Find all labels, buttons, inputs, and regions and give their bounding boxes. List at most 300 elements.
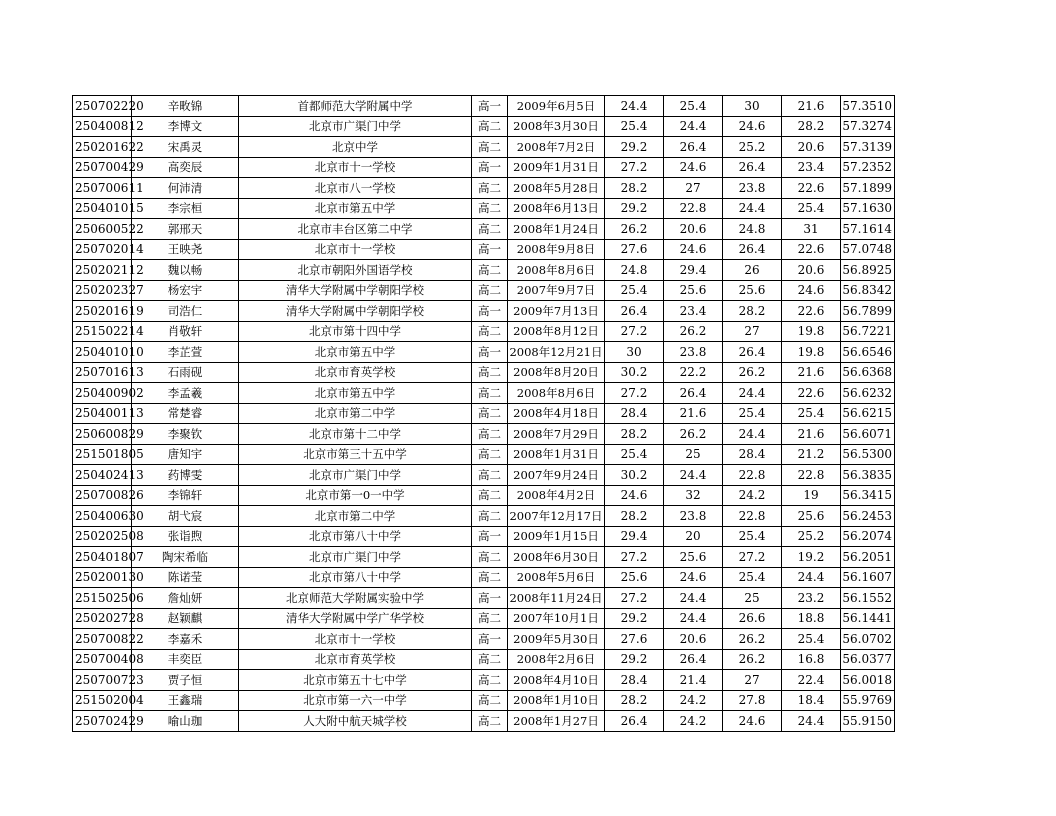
score-3-cell: 26.2: [723, 649, 782, 670]
student-name-cell: 高奕辰: [132, 157, 239, 178]
student-name-cell: 王映尧: [132, 239, 239, 260]
score-2-cell: 29.4: [664, 260, 723, 281]
exam-id-cell: 250400113: [73, 403, 132, 424]
table-row: [73, 383, 895, 404]
score-2-cell: 24.4: [664, 465, 723, 486]
school-name-cell: 北京师范大学附属实验中学: [239, 588, 472, 609]
score-3-cell: 30: [723, 96, 782, 117]
birth-date-cell: 2008年5月28日: [508, 178, 605, 199]
grade-cell: 高二: [472, 444, 508, 465]
student-name-cell: 喻山珈: [132, 711, 239, 732]
student-name-cell: 唐知宇: [132, 444, 239, 465]
school-name-cell: 人大附中航天城学校: [239, 711, 472, 732]
student-name-cell: 药博雯: [132, 465, 239, 486]
grade-cell: 高二: [472, 567, 508, 588]
birth-date-cell: 2007年9月7日: [508, 280, 605, 301]
birth-date-cell: 2009年7月13日: [508, 301, 605, 322]
student-name-cell: 司浩仁: [132, 301, 239, 322]
student-name-cell: 李嘉禾: [132, 629, 239, 650]
table-row: [73, 506, 895, 527]
score-1-cell: 25.4: [605, 444, 664, 465]
score-4-cell: 19.8: [782, 321, 841, 342]
score-3-cell: 23.8: [723, 178, 782, 199]
total-score-cell: 55.9150: [841, 711, 895, 732]
score-4-cell: 25.4: [782, 403, 841, 424]
score-3-cell: 26.4: [723, 342, 782, 363]
score-4-cell: 22.4: [782, 670, 841, 691]
school-name-cell: 北京市第八十中学: [239, 567, 472, 588]
exam-id-cell: 250700611: [73, 178, 132, 199]
score-1-cell: 28.4: [605, 403, 664, 424]
birth-date-cell: 2009年5月30日: [508, 629, 605, 650]
grade-cell: 高二: [472, 465, 508, 486]
birth-date-cell: 2007年12月17日: [508, 506, 605, 527]
score-3-cell: 24.4: [723, 424, 782, 445]
total-score-cell: 57.1614: [841, 219, 895, 240]
grade-cell: 高一: [472, 239, 508, 260]
score-2-cell: 24.2: [664, 711, 723, 732]
birth-date-cell: 2008年3月30日: [508, 116, 605, 137]
exam-id-cell: 250400812: [73, 116, 132, 137]
grade-cell: 高一: [472, 301, 508, 322]
score-2-cell: 21.4: [664, 670, 723, 691]
score-2-cell: 27: [664, 178, 723, 199]
score-4-cell: 22.6: [782, 383, 841, 404]
school-name-cell: 北京市第十二中学: [239, 424, 472, 445]
exam-id-cell: 250600829: [73, 424, 132, 445]
score-1-cell: 27.6: [605, 629, 664, 650]
score-4-cell: 16.8: [782, 649, 841, 670]
score-3-cell: 24.6: [723, 116, 782, 137]
table-row: [73, 198, 895, 219]
total-score-cell: 56.2453: [841, 506, 895, 527]
birth-date-cell: 2009年1月15日: [508, 526, 605, 547]
total-score-cell: 56.6232: [841, 383, 895, 404]
score-2-cell: 24.6: [664, 157, 723, 178]
score-3-cell: 27: [723, 321, 782, 342]
grade-cell: 高二: [472, 178, 508, 199]
exam-id-cell: 250600522: [73, 219, 132, 240]
exam-id-cell: 250702014: [73, 239, 132, 260]
table-row: [73, 239, 895, 260]
results-table: [72, 95, 895, 732]
birth-date-cell: 2009年6月5日: [508, 96, 605, 117]
grade-cell: 高一: [472, 96, 508, 117]
score-2-cell: 23.8: [664, 342, 723, 363]
table-row: [73, 588, 895, 609]
birth-date-cell: 2008年12月21日: [508, 342, 605, 363]
score-2-cell: 24.4: [664, 588, 723, 609]
score-2-cell: 22.2: [664, 362, 723, 383]
birth-date-cell: 2008年1月31日: [508, 444, 605, 465]
exam-id-cell: 250201622: [73, 137, 132, 158]
table-row: [73, 670, 895, 691]
student-name-cell: 陶宋希临: [132, 547, 239, 568]
table-row: [73, 629, 895, 650]
table-row: [73, 362, 895, 383]
score-2-cell: 25.6: [664, 280, 723, 301]
birth-date-cell: 2008年6月30日: [508, 547, 605, 568]
table-row: [73, 219, 895, 240]
score-1-cell: 27.2: [605, 157, 664, 178]
total-score-cell: 56.6071: [841, 424, 895, 445]
grade-cell: 高一: [472, 588, 508, 609]
grade-cell: 高二: [472, 403, 508, 424]
exam-id-cell: 251502214: [73, 321, 132, 342]
score-1-cell: 29.4: [605, 526, 664, 547]
grade-cell: 高一: [472, 157, 508, 178]
school-name-cell: 北京市第二中学: [239, 506, 472, 527]
grade-cell: 高二: [472, 608, 508, 629]
score-2-cell: 25.6: [664, 547, 723, 568]
score-3-cell: 25.4: [723, 567, 782, 588]
score-4-cell: 22.8: [782, 465, 841, 486]
score-1-cell: 28.2: [605, 424, 664, 445]
exam-id-cell: 250202728: [73, 608, 132, 629]
score-1-cell: 30.2: [605, 362, 664, 383]
table-row: [73, 608, 895, 629]
total-score-cell: 57.1899: [841, 178, 895, 199]
table-row: [73, 403, 895, 424]
student-name-cell: 杨宏宇: [132, 280, 239, 301]
birth-date-cell: 2008年11月24日: [508, 588, 605, 609]
score-1-cell: 25.6: [605, 567, 664, 588]
score-1-cell: 25.4: [605, 116, 664, 137]
score-4-cell: 20.6: [782, 137, 841, 158]
exam-id-cell: 251501805: [73, 444, 132, 465]
score-4-cell: 31: [782, 219, 841, 240]
grade-cell: 高二: [472, 260, 508, 281]
school-name-cell: 北京市第一0一中学: [239, 485, 472, 506]
table-row: [73, 178, 895, 199]
student-name-cell: 郭邢天: [132, 219, 239, 240]
score-2-cell: 21.6: [664, 403, 723, 424]
score-4-cell: 20.6: [782, 260, 841, 281]
score-1-cell: 26.4: [605, 301, 664, 322]
exam-id-cell: 250400902: [73, 383, 132, 404]
grade-cell: 高二: [472, 280, 508, 301]
table-row: [73, 547, 895, 568]
table-row: [73, 301, 895, 322]
exam-id-cell: 250202112: [73, 260, 132, 281]
score-3-cell: 22.8: [723, 465, 782, 486]
score-1-cell: 28.2: [605, 178, 664, 199]
school-name-cell: 清华大学附属中学朝阳学校: [239, 280, 472, 301]
school-name-cell: 北京市第五十七中学: [239, 670, 472, 691]
grade-cell: 高一: [472, 629, 508, 650]
school-name-cell: 北京市第五中学: [239, 342, 472, 363]
score-3-cell: 24.8: [723, 219, 782, 240]
score-4-cell: 23.4: [782, 157, 841, 178]
birth-date-cell: 2008年8月6日: [508, 383, 605, 404]
score-4-cell: 21.6: [782, 96, 841, 117]
school-name-cell: 北京市第十四中学: [239, 321, 472, 342]
score-1-cell: 27.2: [605, 588, 664, 609]
total-score-cell: 57.3139: [841, 137, 895, 158]
table-row: [73, 424, 895, 445]
birth-date-cell: 2008年1月10日: [508, 690, 605, 711]
total-score-cell: 56.2074: [841, 526, 895, 547]
school-name-cell: 清华大学附属中学广华学校: [239, 608, 472, 629]
total-score-cell: 56.5300: [841, 444, 895, 465]
school-name-cell: 北京市育英学校: [239, 362, 472, 383]
score-2-cell: 26.2: [664, 424, 723, 445]
score-4-cell: 23.2: [782, 588, 841, 609]
exam-id-cell: 250401015: [73, 198, 132, 219]
total-score-cell: 56.7899: [841, 301, 895, 322]
school-name-cell: 北京市第二中学: [239, 403, 472, 424]
birth-date-cell: 2008年1月24日: [508, 219, 605, 240]
exam-id-cell: 250700826: [73, 485, 132, 506]
total-score-cell: 56.3835: [841, 465, 895, 486]
score-4-cell: 28.2: [782, 116, 841, 137]
score-2-cell: 24.4: [664, 608, 723, 629]
birth-date-cell: 2008年8月12日: [508, 321, 605, 342]
grade-cell: 高二: [472, 711, 508, 732]
school-name-cell: 北京市十一学校: [239, 157, 472, 178]
table-row: [73, 649, 895, 670]
score-2-cell: 20: [664, 526, 723, 547]
student-name-cell: 李博文: [132, 116, 239, 137]
exam-id-cell: 250202508: [73, 526, 132, 547]
student-name-cell: 宋禹灵: [132, 137, 239, 158]
table-row: [73, 157, 895, 178]
exam-id-cell: 251502004: [73, 690, 132, 711]
student-name-cell: 丰奕臣: [132, 649, 239, 670]
grade-cell: 高二: [472, 362, 508, 383]
table-row: [73, 280, 895, 301]
exam-id-cell: 251502506: [73, 588, 132, 609]
score-2-cell: 24.4: [664, 116, 723, 137]
exam-id-cell: 250700408: [73, 649, 132, 670]
total-score-cell: 56.1607: [841, 567, 895, 588]
score-3-cell: 26.4: [723, 157, 782, 178]
table-row: [73, 444, 895, 465]
results-table-body: [73, 96, 895, 732]
total-score-cell: 56.6546: [841, 342, 895, 363]
total-score-cell: 57.3274: [841, 116, 895, 137]
score-1-cell: 28.2: [605, 506, 664, 527]
grade-cell: 高一: [472, 342, 508, 363]
table-row: [73, 711, 895, 732]
exam-id-cell: 250201619: [73, 301, 132, 322]
student-name-cell: 辛畋锦: [132, 96, 239, 117]
score-1-cell: 24.8: [605, 260, 664, 281]
birth-date-cell: 2008年1月27日: [508, 711, 605, 732]
exam-id-cell: 250700822: [73, 629, 132, 650]
table-row: [73, 116, 895, 137]
grade-cell: 高二: [472, 424, 508, 445]
score-3-cell: 25.6: [723, 280, 782, 301]
school-name-cell: 首都师范大学附属中学: [239, 96, 472, 117]
score-4-cell: 21.2: [782, 444, 841, 465]
exam-id-cell: 250702429: [73, 711, 132, 732]
score-3-cell: 24.2: [723, 485, 782, 506]
school-name-cell: 北京市广渠门中学: [239, 465, 472, 486]
score-4-cell: 24.4: [782, 711, 841, 732]
grade-cell: 高二: [472, 219, 508, 240]
score-2-cell: 26.4: [664, 649, 723, 670]
student-name-cell: 李聚钦: [132, 424, 239, 445]
school-name-cell: 北京市十一学校: [239, 239, 472, 260]
student-name-cell: 陈诺莹: [132, 567, 239, 588]
score-4-cell: 25.4: [782, 629, 841, 650]
score-2-cell: 23.4: [664, 301, 723, 322]
birth-date-cell: 2007年9月24日: [508, 465, 605, 486]
score-1-cell: 27.2: [605, 547, 664, 568]
score-1-cell: 29.2: [605, 198, 664, 219]
table-row: [73, 260, 895, 281]
birth-date-cell: 2008年7月2日: [508, 137, 605, 158]
grade-cell: 高二: [472, 506, 508, 527]
total-score-cell: 56.6368: [841, 362, 895, 383]
score-3-cell: 24.4: [723, 198, 782, 219]
score-1-cell: 27.2: [605, 321, 664, 342]
total-score-cell: 57.2352: [841, 157, 895, 178]
student-name-cell: 肖敬轩: [132, 321, 239, 342]
student-name-cell: 李宗桓: [132, 198, 239, 219]
score-1-cell: 26.2: [605, 219, 664, 240]
score-4-cell: 18.4: [782, 690, 841, 711]
grade-cell: 高二: [472, 198, 508, 219]
score-1-cell: 30: [605, 342, 664, 363]
exam-id-cell: 250700723: [73, 670, 132, 691]
total-score-cell: 56.0702: [841, 629, 895, 650]
score-1-cell: 27.2: [605, 383, 664, 404]
student-name-cell: 石雨砚: [132, 362, 239, 383]
student-name-cell: 何沛清: [132, 178, 239, 199]
exam-id-cell: 250401807: [73, 547, 132, 568]
grade-cell: 高二: [472, 321, 508, 342]
student-name-cell: 李芷萱: [132, 342, 239, 363]
school-name-cell: 北京市朝阳外国语学校: [239, 260, 472, 281]
grade-cell: 高二: [472, 547, 508, 568]
score-4-cell: 18.8: [782, 608, 841, 629]
birth-date-cell: 2008年5月6日: [508, 567, 605, 588]
score-3-cell: 28.2: [723, 301, 782, 322]
table-row: [73, 526, 895, 547]
table-row: [73, 465, 895, 486]
grade-cell: 高二: [472, 485, 508, 506]
table-row: [73, 567, 895, 588]
table-row: [73, 321, 895, 342]
total-score-cell: 56.2051: [841, 547, 895, 568]
score-1-cell: 29.2: [605, 608, 664, 629]
score-3-cell: 25: [723, 588, 782, 609]
school-name-cell: 北京市第五中学: [239, 383, 472, 404]
student-name-cell: 赵颖麒: [132, 608, 239, 629]
score-3-cell: 25.4: [723, 526, 782, 547]
table-row: [73, 485, 895, 506]
score-2-cell: 22.8: [664, 198, 723, 219]
student-name-cell: 张诣煦: [132, 526, 239, 547]
score-3-cell: 24.6: [723, 711, 782, 732]
grade-cell: 高二: [472, 116, 508, 137]
score-3-cell: 26.2: [723, 362, 782, 383]
table-row: [73, 137, 895, 158]
score-3-cell: 26.4: [723, 239, 782, 260]
total-score-cell: 56.7221: [841, 321, 895, 342]
birth-date-cell: 2008年4月18日: [508, 403, 605, 424]
school-name-cell: 北京市十一学校: [239, 629, 472, 650]
score-3-cell: 22.8: [723, 506, 782, 527]
grade-cell: 高二: [472, 690, 508, 711]
total-score-cell: 57.3510: [841, 96, 895, 117]
score-2-cell: 25: [664, 444, 723, 465]
birth-date-cell: 2008年4月10日: [508, 670, 605, 691]
score-2-cell: 20.6: [664, 629, 723, 650]
school-name-cell: 北京市第一六一中学: [239, 690, 472, 711]
total-score-cell: 56.6215: [841, 403, 895, 424]
score-3-cell: 27: [723, 670, 782, 691]
total-score-cell: 57.1630: [841, 198, 895, 219]
score-4-cell: 24.4: [782, 567, 841, 588]
score-4-cell: 25.6: [782, 506, 841, 527]
score-2-cell: 32: [664, 485, 723, 506]
exam-id-cell: 250401010: [73, 342, 132, 363]
grade-cell: 高一: [472, 526, 508, 547]
total-score-cell: 56.0018: [841, 670, 895, 691]
birth-date-cell: 2008年6月13日: [508, 198, 605, 219]
table-row: [73, 690, 895, 711]
exam-id-cell: 250701613: [73, 362, 132, 383]
student-name-cell: 胡弋宸: [132, 506, 239, 527]
score-3-cell: 27.2: [723, 547, 782, 568]
school-name-cell: 北京市第八十中学: [239, 526, 472, 547]
score-3-cell: 26: [723, 260, 782, 281]
score-1-cell: 24.4: [605, 96, 664, 117]
birth-date-cell: 2008年8月6日: [508, 260, 605, 281]
score-2-cell: 25.4: [664, 96, 723, 117]
birth-date-cell: 2008年2月6日: [508, 649, 605, 670]
exam-id-cell: 250400630: [73, 506, 132, 527]
birth-date-cell: 2007年10月1日: [508, 608, 605, 629]
score-1-cell: 28.2: [605, 690, 664, 711]
score-4-cell: 25.2: [782, 526, 841, 547]
exam-id-cell: 250702220: [73, 96, 132, 117]
score-2-cell: 24.6: [664, 567, 723, 588]
table-row: [73, 96, 895, 117]
score-2-cell: 23.8: [664, 506, 723, 527]
school-name-cell: 北京市第五中学: [239, 198, 472, 219]
grade-cell: 高二: [472, 383, 508, 404]
student-name-cell: 贾子恒: [132, 670, 239, 691]
score-1-cell: 25.4: [605, 280, 664, 301]
score-3-cell: 27.8: [723, 690, 782, 711]
exam-id-cell: 250700429: [73, 157, 132, 178]
score-2-cell: 26.2: [664, 321, 723, 342]
score-1-cell: 24.6: [605, 485, 664, 506]
score-1-cell: 26.4: [605, 711, 664, 732]
score-4-cell: 24.6: [782, 280, 841, 301]
school-name-cell: 北京市丰台区第二中学: [239, 219, 472, 240]
exam-id-cell: 250200130: [73, 567, 132, 588]
total-score-cell: 56.3415: [841, 485, 895, 506]
student-name-cell: 李锦轩: [132, 485, 239, 506]
school-name-cell: 清华大学附属中学朝阳学校: [239, 301, 472, 322]
score-2-cell: 20.6: [664, 219, 723, 240]
grade-cell: 高二: [472, 670, 508, 691]
total-score-cell: 57.0748: [841, 239, 895, 260]
total-score-cell: 56.0377: [841, 649, 895, 670]
score-2-cell: 24.2: [664, 690, 723, 711]
score-3-cell: 26.6: [723, 608, 782, 629]
score-3-cell: 26.2: [723, 629, 782, 650]
student-name-cell: 常楚睿: [132, 403, 239, 424]
score-1-cell: 30.2: [605, 465, 664, 486]
score-4-cell: 19.2: [782, 547, 841, 568]
score-3-cell: 25.4: [723, 403, 782, 424]
